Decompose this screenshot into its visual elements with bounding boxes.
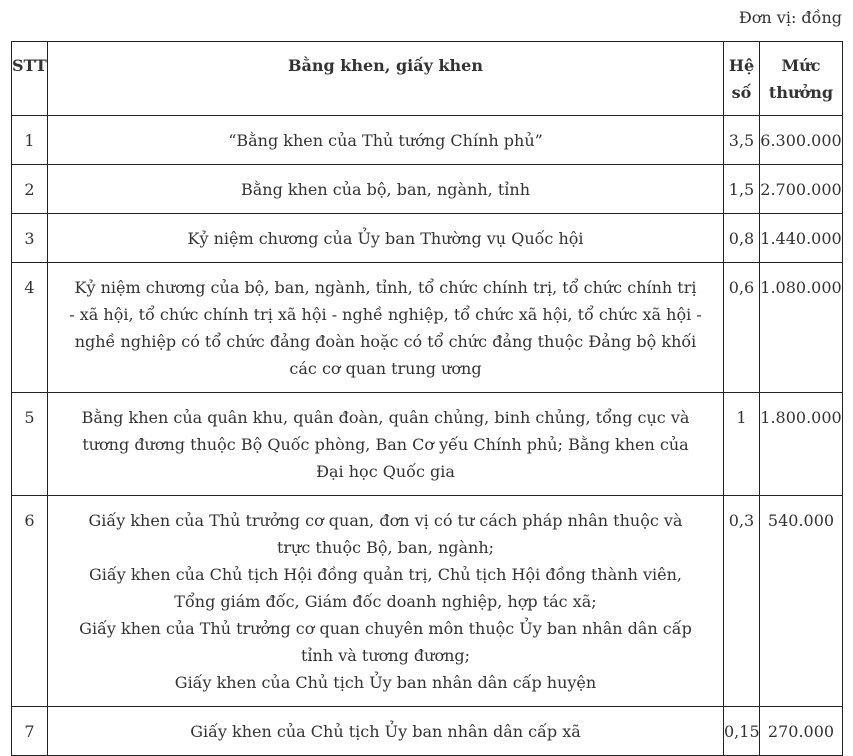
award-name-line: Giấy khen của Thủ trưởng cơ quan, đơn vị có tư cách pháp nhân thuộc và	[88, 511, 683, 530]
award-name-line: Đại học Quốc gia	[316, 462, 455, 481]
award-name-line: Giấy khen của Chủ tịch Hội đồng quản trị, Chủ tịch Hội đồng thành viên,	[89, 565, 682, 584]
row-reward-amount: 540.000	[760, 496, 843, 707]
row-coefficient: 3,5	[724, 116, 760, 165]
row-reward-amount: 1.080.000	[760, 263, 843, 393]
row-award-name	[48, 707, 724, 756]
row-award-name	[48, 214, 724, 263]
row-reward-amount: 6.300.000	[760, 116, 843, 165]
row-coefficient: 1,5	[724, 165, 760, 214]
award-name-line: tương đương thuộc Bộ Quốc phòng, Ban Cơ yếu Chính phủ; Bằng khen của	[82, 435, 689, 454]
table-row	[12, 496, 843, 707]
row-stt: 4	[12, 263, 48, 393]
table-row	[12, 263, 843, 393]
award-name-line: Bằng khen của bộ, ban, ngành, tỉnh	[240, 180, 530, 199]
row-coefficient: 0,8	[724, 214, 760, 263]
row-reward-amount: 270.000	[760, 707, 843, 756]
row-stt: 2	[12, 165, 48, 214]
row-reward-amount: 2.700.000	[760, 165, 843, 214]
award-name-line: “Bằng khen của Thủ tướng Chính phủ”	[228, 131, 543, 150]
row-stt: 1	[12, 116, 48, 165]
row-award-name	[48, 165, 724, 214]
award-name-line: Kỷ niệm chương của bộ, ban, ngành, tỉnh, tổ chức chính trị, tổ chức chính trị	[74, 278, 697, 297]
table-header-row	[12, 42, 843, 116]
table-row	[12, 707, 843, 756]
row-award-name	[48, 116, 724, 165]
row-coefficient: 0,3	[724, 496, 760, 707]
table-body	[12, 116, 843, 756]
award-name-line: - xã hội, tổ chức chính trị xã hội - nghề nghiệp, tổ chức xã hội, tổ chức xã hội -	[69, 305, 702, 324]
row-reward-amount: 1.800.000	[760, 393, 843, 496]
row-stt: 3	[12, 214, 48, 263]
row-coefficient: 0,6	[724, 263, 760, 393]
table-row	[12, 116, 843, 165]
award-name-line: tỉnh và tương đương;	[300, 646, 471, 665]
row-coefficient: 1	[724, 393, 760, 496]
header-award-name: Bằng khen, giấy khen	[48, 42, 724, 116]
row-award-name	[48, 263, 724, 393]
award-name-line: Bằng khen của quân khu, quân đoàn, quân chủng, binh chủng, tổng cục và	[81, 408, 690, 427]
header-reward-amount-line: Mức	[781, 56, 821, 75]
award-name-line: Giấy khen của Chủ tịch Ủy ban nhân dân cấp xã	[190, 722, 581, 741]
reward-table	[11, 41, 843, 756]
table-row	[12, 214, 843, 263]
row-stt: 6	[12, 496, 48, 707]
header-coefficient-line: số	[731, 83, 752, 102]
award-name-line: trực thuộc Bộ, ban, ngành;	[276, 538, 495, 557]
table-row	[12, 165, 843, 214]
award-name-line: nghề nghiệp có tổ chức đảng đoàn hoặc có tổ chức đảng thuộc Đảng bộ khối	[74, 332, 697, 351]
award-name-line: Tổng giám đốc, Giám đốc doanh nghiệp, hợp tác xã;	[174, 592, 597, 611]
header-stt: STT	[12, 42, 48, 116]
row-stt: 5	[12, 393, 48, 496]
award-name-line: Kỷ niệm chương của Ủy ban Thường vụ Quốc hội	[187, 229, 584, 248]
row-coefficient: 0,15	[724, 707, 760, 756]
header-reward-amount-line: thưởng	[768, 83, 834, 102]
row-award-name	[48, 393, 724, 496]
award-name-line: Giấy khen của Thủ trưởng cơ quan chuyên môn thuộc Ủy ban nhân dân cấp	[79, 619, 692, 638]
row-reward-amount: 1.440.000	[760, 214, 843, 263]
award-name-line: Giấy khen của Chủ tịch Ủy ban nhân dân cấp huyện	[174, 673, 597, 692]
unit-label: Đơn vị: đồng	[738, 8, 842, 27]
header-coefficient	[724, 42, 760, 116]
table-row	[12, 393, 843, 496]
header-reward-amount	[760, 42, 843, 116]
row-award-name	[48, 496, 724, 707]
row-stt: 7	[12, 707, 48, 756]
header-coefficient-line: Hệ	[728, 56, 755, 75]
award-name-line: các cơ quan trung ương	[289, 359, 482, 378]
